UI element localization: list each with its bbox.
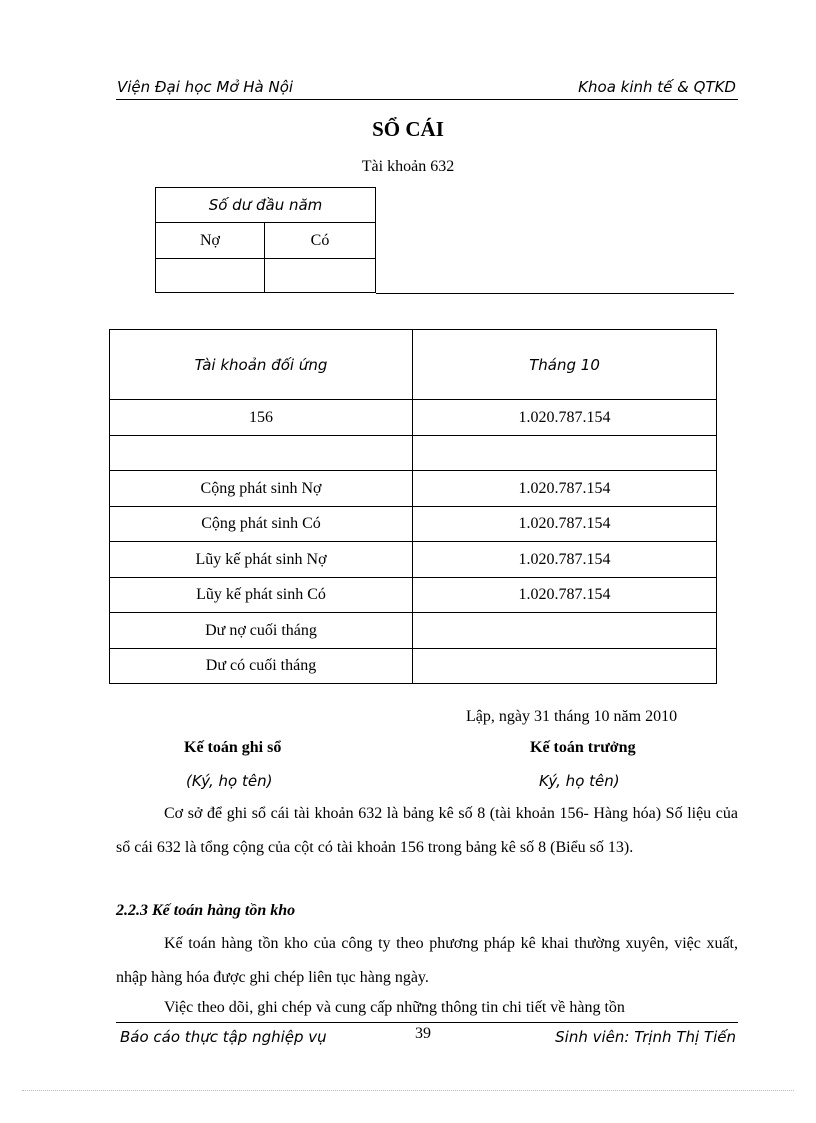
- row-value: [413, 649, 717, 684]
- footer-student: Sinh viên: Trịnh Thị Tiến: [555, 1028, 736, 1046]
- signature-bookkeeper-note: (Ký, họ tên): [186, 772, 273, 790]
- opening-debit-label: Nợ: [156, 223, 265, 259]
- row-value: 1.020.787.154: [413, 542, 717, 578]
- row-value: 1.020.787.154: [413, 471, 717, 507]
- account-label: Tài khoản 632: [361, 158, 455, 175]
- row-value: 1.020.787.154: [413, 578, 717, 613]
- opening-balance-table: [155, 187, 376, 293]
- opening-credit-label: Có: [265, 223, 376, 259]
- table-row: [110, 436, 717, 471]
- page-number: 39: [415, 1025, 431, 1042]
- ledger-header-month: Tháng 10: [413, 330, 717, 400]
- table-row: [110, 613, 717, 649]
- paragraph-tracking: Việc theo dõi, ghi chép và cung cấp những thông tin chi tiết về hàng tồn: [164, 999, 625, 1016]
- signature-date: Lập, ngày 31 tháng 10 năm 2010: [466, 708, 678, 725]
- page-edge-dotted-line: [22, 1090, 794, 1091]
- header-faculty: Khoa kinh tế & QTKD: [578, 78, 736, 96]
- table-row: [110, 649, 717, 684]
- table-row: [110, 507, 717, 542]
- table-row: [110, 400, 717, 436]
- row-value: [413, 436, 717, 471]
- opening-balance-heading: Số dư đầu năm: [156, 188, 376, 223]
- row-label: [110, 436, 413, 471]
- opening-debit-value: [156, 259, 265, 293]
- table-row: [110, 542, 717, 578]
- ledger-table: [109, 329, 717, 684]
- signature-chief-accountant-note: Ký, họ tên): [539, 772, 620, 790]
- signature-bookkeeper-title: Kế toán ghi sổ: [184, 739, 282, 756]
- section-heading: 2.2.3 Kế toán hàng tồn kho: [116, 902, 296, 919]
- row-label: Cộng phát sinh Có: [110, 507, 413, 542]
- row-value: 1.020.787.154: [413, 507, 717, 542]
- row-label: Dư có cuối tháng: [110, 649, 413, 684]
- footer-report-title: Báo cáo thực tập nghiệp vụ: [120, 1028, 327, 1046]
- paragraph-inventory: Kế toán hàng tồn kho của công ty theo phương pháp kê khai thường xuyên, việc xuất, nhập hàng hóa được ghi chép liên tục hàng ngày.: [116, 935, 738, 986]
- row-label: Lũy kế phát sinh Có: [110, 578, 413, 613]
- row-label: Cộng phát sinh Nợ: [110, 471, 413, 507]
- opening-credit-value: [265, 259, 376, 293]
- paragraph-ledger-basis: Cơ sở để ghi sổ cái tài khoản 632 là bảng kê số 8 (tài khoản 156- Hàng hóa) Số liệu của sổ cái 632 là tổng cộng của cột có tài khoản 156 trong bảng kê số 8 (Biểu số 13).: [116, 805, 738, 856]
- header-rule: [116, 99, 738, 100]
- row-value: [413, 613, 717, 649]
- table-row: [110, 471, 717, 507]
- row-label: Lũy kế phát sinh Nợ: [110, 542, 413, 578]
- footer-rule: [116, 1022, 738, 1023]
- ledger-header-account: Tài khoản đối ứng: [110, 330, 413, 400]
- row-label: 156: [110, 400, 413, 436]
- row-label: Dư nợ cuối tháng: [110, 613, 413, 649]
- row-value: 1.020.787.154: [413, 400, 717, 436]
- opening-balance-extension-line: [376, 293, 734, 294]
- page-title: SỔ CÁI: [372, 117, 444, 141]
- table-row: [110, 578, 717, 613]
- signature-chief-accountant-title: Kế toán trưởng: [530, 739, 636, 756]
- header-institution: Viện Đại học Mở Hà Nội: [117, 78, 294, 96]
